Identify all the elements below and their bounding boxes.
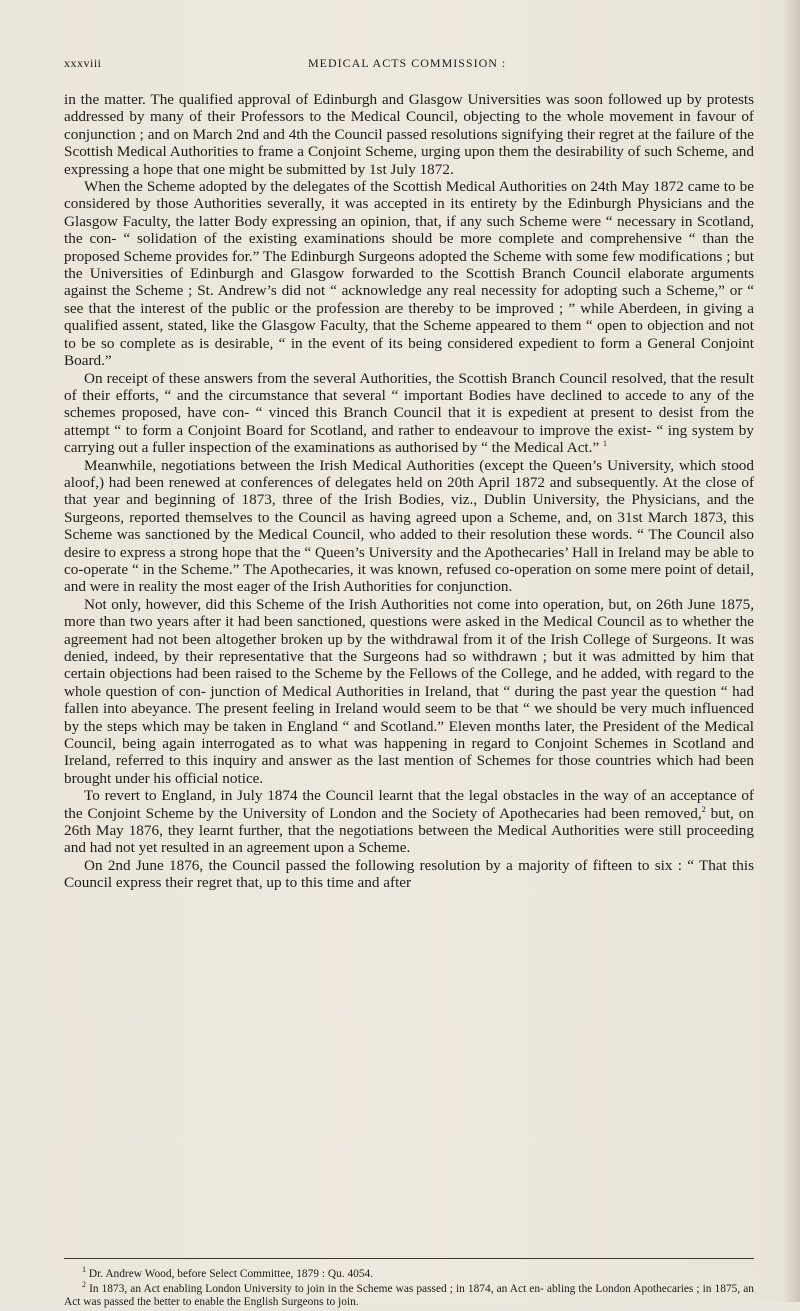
paragraph: Meanwhile, negotiations between the Irish Medical Authorities (except the Queen’s University, which stood aloof,) had been renewed at conferences of delegates held on 20th April 1872 and subsequently. At the close of that year and beginning of 1873, three of the Irish Bodies, viz., Dublin University, the Physicians, and the Surgeons, reported themselves to the Council as having agreed upon a Scheme, and, on 31st March 1873, this Scheme was sanctioned by the Medical Council, who added to their resolution these words. “ The Council also desire to express a strong hope that the “ Queen’s University and the Apothecaries’ Hall in Ireland may be able to co-operate “ in the Scheme.” The Apothecaries, it was known, refused co-operation on some mere point of detail, and were in reality the most eager of the Irish Authorities for conjunction. [64, 456, 754, 596]
paragraph-text: To revert to England, in July 1874 the Council learnt that the legal obstacles in the way of an acceptance of the Conjoint Scheme by the University of London and the Society of Apothecaries had been removed, [64, 787, 754, 822]
footnote [64, 1265, 754, 1282]
page-header [64, 56, 754, 74]
paragraph-text: but, on 26th May 1876, they learnt further, that the negotiations between the Medical Authorities were still proceeding and had not yet resulted in an agreement upon a Scheme. [64, 804, 754, 857]
footnote-ref: 1 [603, 439, 607, 449]
footnote-mark: 1 [82, 1265, 86, 1275]
paragraph: When the Scheme adopted by the delegates of the Scottish Medical Authorities on 24th May 1872 came to be considered by those Authorities severally, it was accepted in its entirety by the Edinburgh Physicians and the Glasgow Faculty, the latter Body expressing an opinion, that, if any such Scheme were “ necessary in Scotland, the con- “ solidation of the existing examinations should be more complete and comprehensive “ than the proposed Scheme provides for.” The Edinburgh Surgeons adopted the Scheme with some few modifications ; but the Universities of Edinburgh and Glasgow forwarded to the Scottish Branch Council elaborate arguments against the Scheme ; St. Andrew’s did not “ acknowledge any real necessity for adopting such a Scheme,” or “ see that the interest of the public or the profession are thereby to be improved ; ” while Aberdeen, in giving a qualified assent, stated, like the Glasgow Faculty, that the Scheme appeared to them “ open to objection and not to be so complete as is desirable, “ in the event of its being considered expedient to form a General Conjoint Board.” [64, 178, 754, 370]
footnote-text: Dr. Andrew Wood, before Select Committee, 1879 : Qu. 4054. [88, 1268, 374, 1280]
paragraph-text: On receipt of these answers from the several Authorities, the Scottish Branch Council resolved, that the result of their efforts, “ and the circumstance that several “ important Bodies have declined to accede to any of the schemes proposed, have con- “ vinced this Branch Council that it is expedient at present to desist from the attempt “ to form a Conjoint Board for Scotland, and rather to endeavour to improve the exist- “ ing system by carrying out a fuller inspection of the examinations as authorised by “ the Medical Act.” [64, 369, 754, 457]
paragraph [64, 787, 754, 857]
footnote-ref: 2 [701, 804, 706, 814]
footnote-mark: 2 [82, 1279, 86, 1289]
page-number: xxxviii [64, 56, 102, 70]
footnote-text: In 1873, an Act enabling London University to join in the Scheme was passed ; in 1874, an Act en- abling the London Apothecaries ; in 1875, an Act was passed the better to enable the English Surgeons to join. [64, 1282, 754, 1308]
body-text [64, 91, 754, 892]
paragraph: Not only, however, did this Scheme of the Irish Authorities not come into operation, but, on 26th June 1875, more than two years after it had been sanctioned, questions were asked in the Medical Council as to whether the agreement had not been altogether broken up by the withdrawal from it of the Irish College of Surgeons. It was denied, indeed, by their representative that the Surgeons had so withdrawn ; but it was admitted by him that certain objections had been raised to the Scheme by the Fellows of the College, and he added, with regard to the whole question of con- junction of Medical Authorities in Ireland, that “ during the past year the question “ had fallen into abeyance. The present feeling in Ireland would seem to be that “ we should be very much influenced by the steps which may be taken in England “ and Scotland.” Eleven months later, the President of the Medical Council, being again interrogated as to what was happening in regard to Conjoint Schemes in Scotland and Ireland, referred to this inquiry and answer as the last mention of Schemes for those countries which had been brought under his official notice. [64, 595, 754, 787]
running-title: MEDICAL ACTS COMMISSION : [308, 56, 507, 70]
paragraph [64, 370, 754, 457]
footnote-divider [64, 1258, 754, 1259]
footnotes [64, 1265, 754, 1311]
paragraph: On 2nd June 1876, the Council passed the following resolution by a majority of fifteen to six : “ That this Council express their regret that, up to this time and after [64, 856, 754, 892]
paragraph: in the matter. The qualified approval of Edinburgh and Glasgow Universities was soon followed up by protests addressed by many of their Professors to the Medical Council, objecting to the whole movement in favour of conjunction ; and on March 2nd and 4th the Council passed resolutions signifying their regret at the failure of the Scottish Medical Authorities to frame a Conjoint Scheme, urging upon them the desirability of such Scheme, and expressing a hope that one might be submitted by 1st July 1872. [64, 91, 754, 178]
footnote [64, 1279, 754, 1310]
page-edge-shadow [782, 0, 800, 1302]
